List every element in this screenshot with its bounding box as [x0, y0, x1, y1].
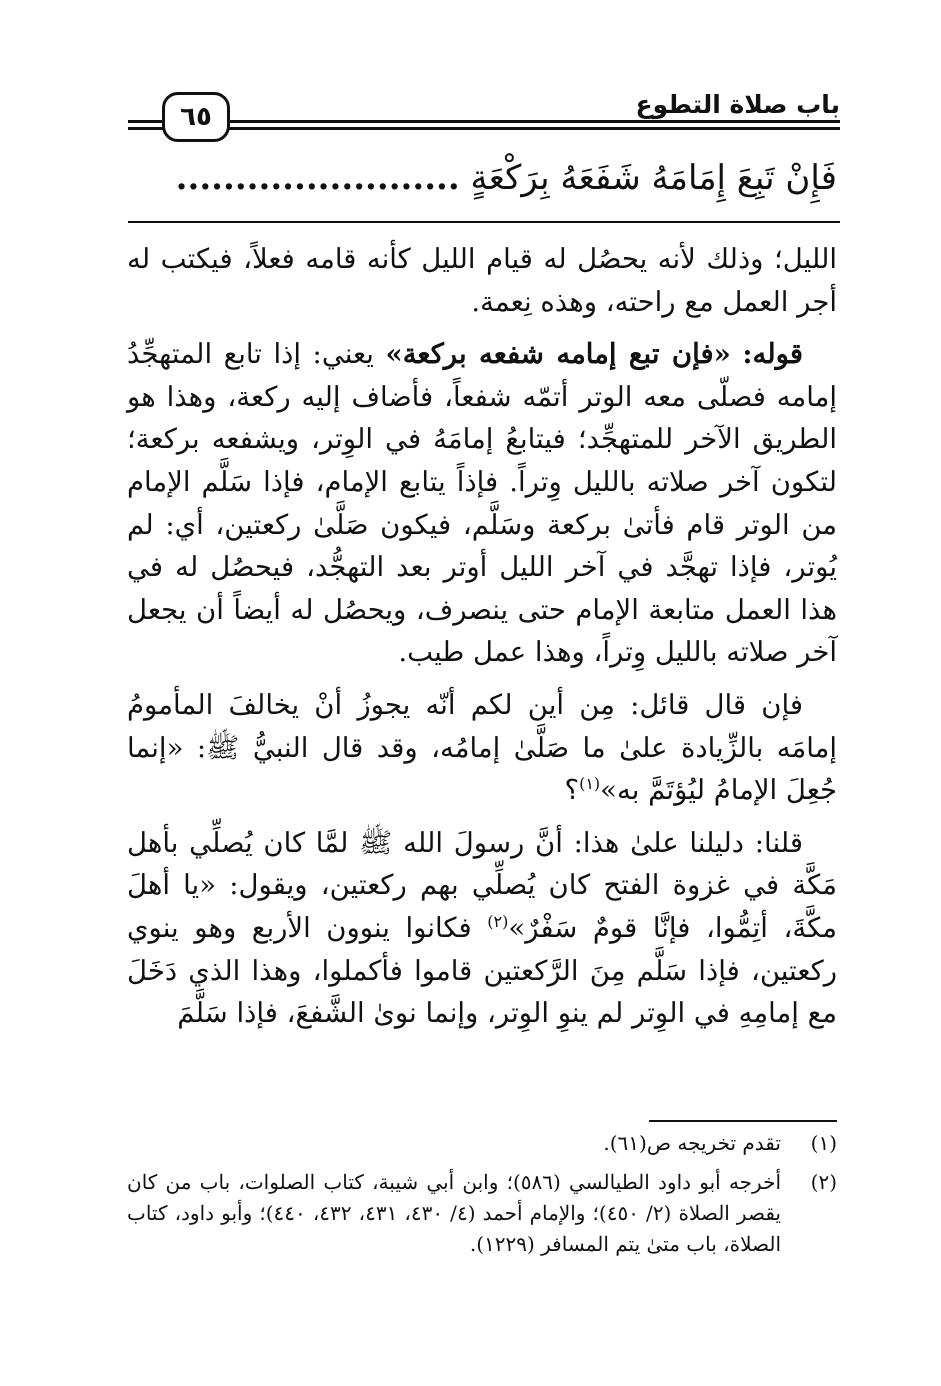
footnotes [127, 1128, 837, 1268]
paragraph-3-end: ؟ [564, 774, 580, 807]
paragraph-4 [127, 822, 837, 1035]
footnote-divider [649, 1120, 837, 1122]
footnote-ref-1[interactable]: (١) [579, 773, 601, 793]
header-rule-bottom [224, 127, 840, 130]
paragraph-1-text: الليل؛ وذلك لأنه يحصُل له قيام الليل كأنه قامه فعلاً، فيكتب له أجر العمل مع راحته، وهذه نِعمة. [127, 243, 837, 318]
chapter-title: باب صلاة التطوع [635, 90, 840, 119]
header-rule-left-top [128, 120, 164, 123]
header-rule-left-bottom [128, 127, 164, 130]
body-text [127, 238, 837, 1045]
matn-divider [128, 221, 840, 223]
paragraph-2-quote: «فإن تبع إمامه شفعه بركعة» [385, 338, 731, 371]
footnote-ref-2[interactable]: (٢) [487, 911, 509, 931]
footnote-number: (٢) [810, 1170, 837, 1194]
footnote-item [127, 1167, 837, 1260]
matn-dots: ........................ [175, 158, 460, 198]
paragraph-4-text-a: قلنا: دليلنا علىٰ هذا: أنَّ رسولَ الله ﷺ لمَّا كان يُصلِّي بأهل مَكَّة في غزوة الفتح كان يُصلِّي بهم ركعتين، ويقول: «يا أهلَ مكَّةَ، أتِمُّوا، فإنَّا قومٌ سَفْرٌ» [127, 826, 837, 944]
running-header [128, 84, 840, 144]
matn-text: فَإِنْ تَبِعَ إِمَامَهُ شَفَعَهُ بِرَكْعَةٍ [470, 158, 837, 198]
footnote-text: تقدم تخريجه ص(٦١). [603, 1131, 781, 1155]
paragraph-2-lead: قوله: [742, 338, 803, 371]
header-rule-top [224, 120, 840, 123]
paragraph-2 [127, 333, 837, 674]
footnote-number: (١) [810, 1131, 837, 1155]
footnote-text: أخرجه أبو داود الطيالسي (٥٨٦)؛ وابن أبي شيبة، كتاب الصلوات، باب من كان يقصر الصلاة (٢/ ٤٥٠)؛ والإمام أحمد (٤/ ٤٣٠، ٤٣١، ٤٣٢، ٤٤٠)؛ وأبو داود، كتاب الصلاة، باب متىٰ يتم المسافر (١٢٢٩). [127, 1170, 781, 1256]
paragraph-1 [127, 238, 837, 323]
paragraph-3-text: فإن قال قائل: مِن أين لكم أنّه يجوزُ أنْ يخالفَ المأمومُ إمامَه بالزِّيادة علىٰ ما صَلَّىٰ إمامُه، وقد قال النبيُّ ﷺ: «إنما جُعِلَ الإمامُ ليُؤتَمَّ به» [127, 688, 837, 807]
footnote-item [127, 1128, 837, 1159]
matn-line [127, 158, 837, 198]
paragraph-2-text: يعني: إذا تابع المتهجِّدُ إمامه فصلّى معه الوتر أتمّه شفعاً، فأضاف إليه ركعة، وهذا هو الطريق الآخر للمتهجِّد؛ فيتابعُ إمامَهُ في الوِتر، ويشفعه بركعة؛ لتكون آخر صلاته بالليل وِتراً. فإذاً يتابع الإمام، فإذا سَلَّم الإمام من الوتر قام فأتىٰ بركعة وسَلَّم، فيكون صَلَّىٰ ركعتين، أي: لم يُوتر، فإذا تهجَّد في آخر الليل أوتر بعد التهجُّد، فيحصُل له في هذا العمل متابعة الإمام حتى ينصرف، ويحصُل له أيضاً أن يجعل آخر صلاته بالليل وِتراً، وهذا عمل طيب. [127, 338, 837, 669]
page-number: ٦٥ [162, 92, 230, 142]
paragraph-4-text-b: فكانوا ينوون الأربع وهو ينوي ركعتين، فإذا سَلَّم مِنَ الرَّكعتين قاموا فأكملوا، وهذا الذي دَخَلَ مع إمامِهِ في الوِتر لم ينوِ الوِتر، وإنما نوىٰ الشَّفعَ، فإذا سَلَّمَ [127, 911, 837, 1030]
paragraph-3 [127, 684, 837, 812]
